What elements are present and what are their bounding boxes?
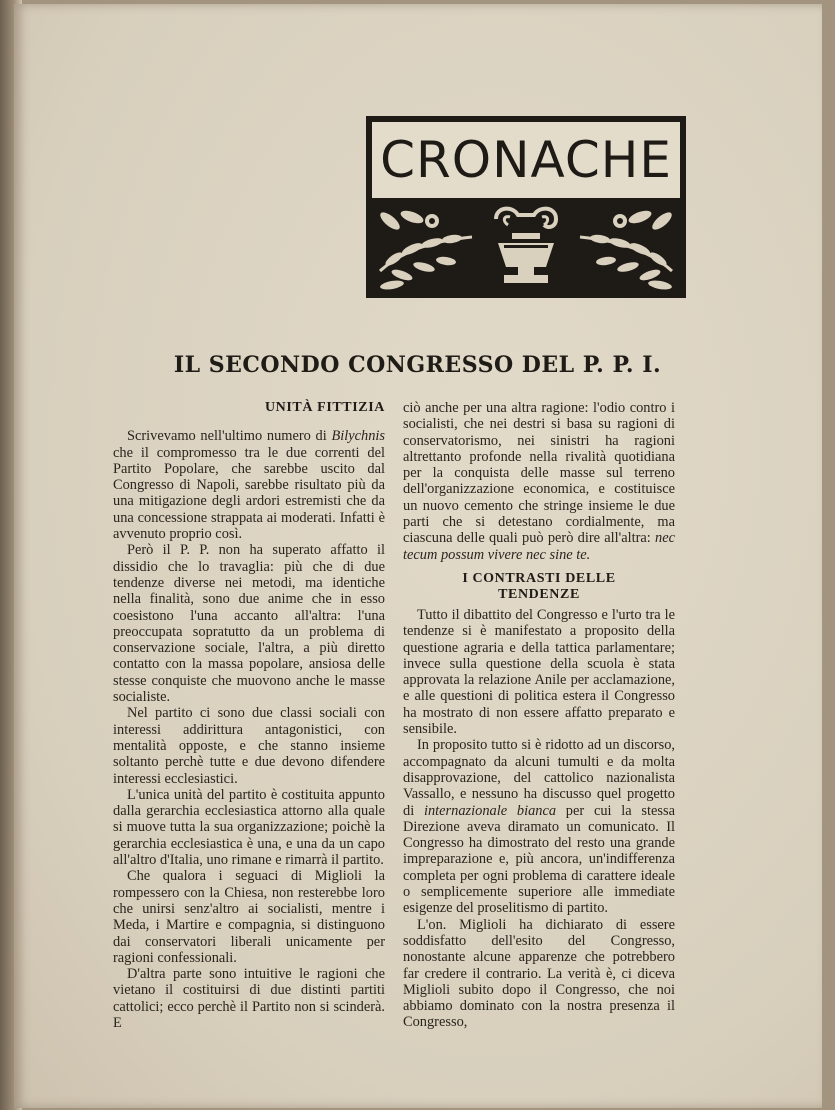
paragraph: D'altra parte sono intuitive le ragioni che vietano il costituirsi di due distinti partiti cattolici; ecco perchè il Partito non si scinderà. E xyxy=(113,966,385,1031)
paragraph: L'unica unità del partito è costituita appunto dalla gerarchia ecclesiastica attorno alla quale si muove tutta la sua organizzazione; poichè la gerarchia ecclesiastica è una, e una da un capo all'altro d'Italia, uno rimane e rimarrà il partito. xyxy=(113,786,385,869)
paragraph: Scrivevamo nell'ultimo numero di Bilychnis che il compromesso tra le due correnti del Partito Popolare, che sarebbe uscito dal Congresso di Napoli, sarebbe risultato più da una mitigazione degli ardori estremisti che da una concessione strappata ai moderati. Infatti è avvenuto proprio così. xyxy=(113,428,385,543)
masthead-title: CRONACHE xyxy=(372,122,680,198)
paragraph: Tutto il dibattito del Congresso e l'urto tra le tendenze si è manifestato a proposito della questione agraria e della tattica parlamentare; invece sulla questione della scuola è stata approvata la relazione Anile per acclamazione, e alle questioni di politica estera il Congresso ha mostrato di non essere affatto preparato e sensibile. xyxy=(403,606,675,738)
paragraph: Però il P. P. non ha superato affatto il dissidio che lo travaglia: più che di due tendenze diverse nei metodi, ma identiche nella finalità, sono due anime che in esso coesistono l'una accanto all'altra: l'una preoccupata sopratutto da un problema di conservazione sociale, l'altra, a più diretto contatto con la massa popolare, ansiosa delle stesse conquiste che muovono anche le masse socialiste. xyxy=(113,542,385,706)
article-headline: IL SECONDO CONGRESSO DEL P. P. I. xyxy=(173,352,662,378)
urn-laurel-ornament-icon xyxy=(372,201,680,293)
right-column xyxy=(403,400,675,1031)
section-title-line: I CONTRASTI DELLE xyxy=(462,570,616,586)
left-column xyxy=(113,400,385,1031)
paragraph: L'on. Miglioli ha dichiarato di essere soddisfatto dell'esito del Congresso, nonostante alcune apparenze che potrebbero far credere il contrario. La verità è, ci diceva Miglioli subito dopo il Congresso, che noi abbiamo dominato con la nostra presenza il Congresso, xyxy=(403,916,675,1031)
paragraph: Che qualora i seguaci di Miglioli la rompessero con la Chiesa, non resterebbe loro che unirsi senz'altro ai socialisti, mentre i Meda, i Martire e compagnia, si distinguono dai conservatori liberali unicamente per ragioni confessionali. xyxy=(113,868,385,966)
section-title-contrasti xyxy=(403,571,675,603)
masthead xyxy=(366,116,686,298)
paragraph: Nel partito ci sono due classi sociali con interessi addirittura antagonistici, con mentalità opposte, e che stanno insieme soltanto perchè tutte e due devono difendere interessi ecclesiastici. xyxy=(113,705,385,787)
paragraph: ciò anche per una altra ragione: l'odio contro i socialisti, che nei destri si basa su ragioni di conservatorismo, nei sinistri ha ragioni altrettanto profonde nella rivalità quotidiana per la conquista delle masse sul terreno dell'organizzazione economica, e costituisce un nuovo cemento che stringe insieme le due parti che si detestano cordialmente, ma ciascuna delle quali può però dire all'altra: nec tecum possum vivere nec sine te. xyxy=(403,400,675,563)
section-title-line: TENDENZE xyxy=(498,586,580,602)
paragraph: In proposito tutto si è ridotto ad un discorso, accompagnato da alcuni tumulti e da molta disapprovazione, del cattolico nazionalista Vassallo, e nessuno ha discusso quel progetto di internazionale bianca per cui la stessa Direzione aveva diramato un comunicato. Il Congresso ha dimostrato del resto una grande impreparazione e, più ancora, un'indifferenza completa per ogni problema di carattere ideale o semplicemente superiore alle immediate esigenze del proselitismo di partito. xyxy=(403,737,676,917)
section-title-unita-fittizia: UNITÀ FITTIZIA xyxy=(264,400,385,415)
